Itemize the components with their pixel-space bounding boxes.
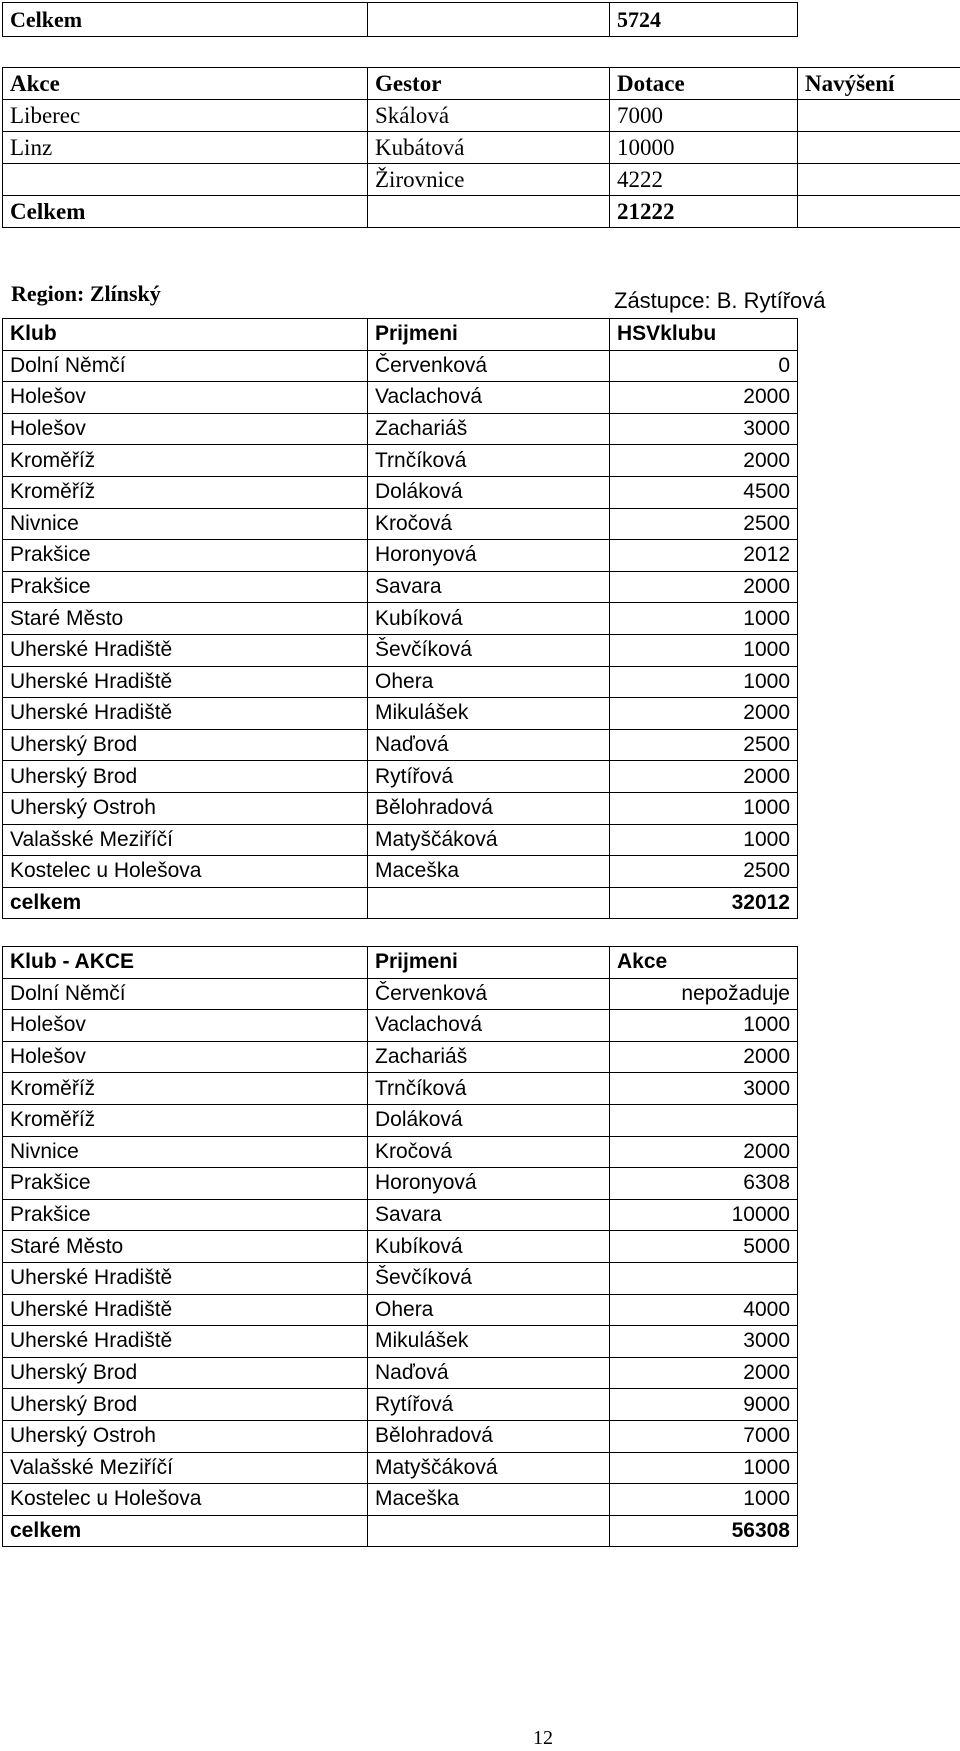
- hsv-cell-klub: Valašské Meziříčí: [3, 824, 368, 856]
- actions-row: [3, 132, 960, 164]
- actions-row: [3, 164, 960, 196]
- akce-cell-klub: Uherský Brod: [3, 1389, 368, 1421]
- hsv-row: [3, 698, 798, 730]
- akce-row: [3, 1294, 798, 1326]
- hsv-cell-prijmeni: Mikulášek: [368, 698, 610, 730]
- actions-cell-dotace: 7000: [610, 100, 798, 132]
- akce-cell-klub: Uherský Ostroh: [3, 1420, 368, 1452]
- akce-cell-klub: Kostelec u Holešova: [3, 1484, 368, 1516]
- hsv-cell-prijmeni: Bělohradová: [368, 792, 610, 824]
- akce-rows: [3, 978, 798, 1515]
- akce-row: [3, 1484, 798, 1516]
- hsv-total-empty: [368, 887, 610, 919]
- akce-cell-prijmeni: Ohera: [368, 1294, 610, 1326]
- akce-cell-klub: Uherské Hradiště: [3, 1294, 368, 1326]
- akce-cell-value: 1000: [610, 1010, 798, 1042]
- hsv-total-row: [3, 887, 798, 919]
- hsv-total-value: 32012: [610, 887, 798, 919]
- akce-cell-value: 2000: [610, 1357, 798, 1389]
- deputy-label: Zástupce: B. Rytířová: [614, 288, 826, 313]
- akce-cell-value: 1000: [610, 1452, 798, 1484]
- akce-cell-value: 4000: [610, 1294, 798, 1326]
- hsv-table: [2, 318, 798, 919]
- hsv-row: [3, 856, 798, 888]
- akce-cell-klub: Holešov: [3, 1010, 368, 1042]
- actions-cell-navyseni: [798, 132, 960, 164]
- akce-row: [3, 1420, 798, 1452]
- akce-header-row: [3, 947, 798, 979]
- akce-table: [2, 946, 798, 1547]
- hsv-cell-value: 2000: [610, 571, 798, 603]
- akce-cell-value: [610, 1262, 798, 1294]
- hsv-cell-klub: Kroměříž: [3, 476, 368, 508]
- hsv-cell-value: 0: [610, 350, 798, 382]
- akce-cell-prijmeni: Červenková: [368, 978, 610, 1010]
- hsv-header-value: HSVklubu: [610, 319, 798, 351]
- hsv-cell-value: 2500: [610, 729, 798, 761]
- akce-row: [3, 1326, 798, 1358]
- akce-cell-prijmeni: Naďová: [368, 1357, 610, 1389]
- akce-cell-prijmeni: Horonyová: [368, 1168, 610, 1200]
- akce-cell-prijmeni: Kročová: [368, 1136, 610, 1168]
- hsv-row: [3, 761, 798, 793]
- hsv-header-prijmeni: Prijmeni: [368, 319, 610, 351]
- hsv-cell-value: 1000: [610, 634, 798, 666]
- akce-cell-value: 1000: [610, 1484, 798, 1516]
- hsv-cell-klub: Uherské Hradiště: [3, 698, 368, 730]
- hsv-cell-prijmeni: Savara: [368, 571, 610, 603]
- akce-total-empty: [368, 1515, 610, 1547]
- hsv-total-label: celkem: [3, 887, 368, 919]
- akce-cell-prijmeni: Savara: [368, 1199, 610, 1231]
- actions-header-row: [3, 68, 960, 100]
- akce-header-prijmeni: Prijmeni: [368, 947, 610, 979]
- hsv-row: [3, 666, 798, 698]
- actions-total-value: 21222: [610, 196, 798, 228]
- hsv-cell-prijmeni: Matyščáková: [368, 824, 610, 856]
- hsv-cell-value: 1000: [610, 792, 798, 824]
- akce-row: [3, 1452, 798, 1484]
- hsv-cell-klub: Kroměříž: [3, 445, 368, 477]
- akce-cell-klub: Nivnice: [3, 1136, 368, 1168]
- hsv-cell-prijmeni: Ševčíková: [368, 634, 610, 666]
- akce-cell-value: nepožaduje: [610, 978, 798, 1010]
- actions-total-empty-2: [798, 196, 960, 228]
- hsv-cell-value: 1000: [610, 824, 798, 856]
- akce-cell-value: [610, 1104, 798, 1136]
- akce-cell-value: 10000: [610, 1199, 798, 1231]
- akce-cell-prijmeni: Bělohradová: [368, 1420, 610, 1452]
- akce-cell-prijmeni: Zachariáš: [368, 1041, 610, 1073]
- hsv-row: [3, 413, 798, 445]
- hsv-cell-prijmeni: Maceška: [368, 856, 610, 888]
- hsv-cell-prijmeni: Vaclachová: [368, 382, 610, 414]
- akce-row: [3, 1389, 798, 1421]
- actions-header-akce: Akce: [3, 68, 368, 100]
- hsv-cell-value: 2012: [610, 540, 798, 572]
- akce-cell-prijmeni: Doláková: [368, 1104, 610, 1136]
- actions-cell-gestor: Žirovnice: [368, 164, 610, 196]
- hsv-cell-prijmeni: Kubíková: [368, 603, 610, 635]
- summary-top-row: [3, 3, 798, 37]
- akce-cell-klub: Uherské Hradiště: [3, 1326, 368, 1358]
- akce-cell-prijmeni: Trnčíková: [368, 1073, 610, 1105]
- summary-top-empty: [368, 3, 610, 37]
- hsv-row: [3, 445, 798, 477]
- hsv-cell-prijmeni: Červenková: [368, 350, 610, 382]
- akce-cell-value: 3000: [610, 1073, 798, 1105]
- akce-header-klub: Klub - AKCE: [3, 947, 368, 979]
- akce-cell-klub: Kroměříž: [3, 1104, 368, 1136]
- hsv-cell-klub: Uherské Hradiště: [3, 634, 368, 666]
- akce-row: [3, 1231, 798, 1263]
- page-number: 12: [533, 1727, 553, 1749]
- hsv-cell-prijmeni: Trnčíková: [368, 445, 610, 477]
- hsv-cell-value: 1000: [610, 666, 798, 698]
- akce-cell-value: 2000: [610, 1136, 798, 1168]
- hsv-row: [3, 571, 798, 603]
- hsv-cell-klub: Uherský Brod: [3, 761, 368, 793]
- akce-cell-klub: Valašské Meziříčí: [3, 1452, 368, 1484]
- akce-cell-prijmeni: Kubíková: [368, 1231, 610, 1263]
- hsv-cell-prijmeni: Rytířová: [368, 761, 610, 793]
- hsv-cell-value: 3000: [610, 413, 798, 445]
- hsv-cell-value: 2000: [610, 445, 798, 477]
- hsv-row: [3, 792, 798, 824]
- akce-row: [3, 978, 798, 1010]
- akce-row: [3, 1073, 798, 1105]
- akce-cell-klub: Prakšice: [3, 1168, 368, 1200]
- actions-header-navyseni: Navýšení: [798, 68, 960, 100]
- hsv-cell-value: 2000: [610, 698, 798, 730]
- akce-cell-klub: Holešov: [3, 1041, 368, 1073]
- akce-row: [3, 1199, 798, 1231]
- hsv-cell-value: 1000: [610, 603, 798, 635]
- hsv-cell-klub: Holešov: [3, 413, 368, 445]
- akce-row: [3, 1104, 798, 1136]
- akce-cell-klub: Uherské Hradiště: [3, 1262, 368, 1294]
- akce-row: [3, 1357, 798, 1389]
- akce-cell-value: 3000: [610, 1326, 798, 1358]
- akce-cell-prijmeni: Mikulášek: [368, 1326, 610, 1358]
- akce-cell-value: 2000: [610, 1041, 798, 1073]
- actions-cell-akce: Linz: [3, 132, 368, 164]
- hsv-row: [3, 540, 798, 572]
- actions-cell-navyseni: [798, 100, 960, 132]
- akce-cell-klub: Uherský Brod: [3, 1357, 368, 1389]
- hsv-row: [3, 729, 798, 761]
- akce-cell-value: 9000: [610, 1389, 798, 1421]
- akce-total-value: 56308: [610, 1515, 798, 1547]
- hsv-cell-value: 4500: [610, 476, 798, 508]
- hsv-cell-value: 2000: [610, 761, 798, 793]
- hsv-cell-klub: Uherský Ostroh: [3, 792, 368, 824]
- hsv-cell-value: 2500: [610, 508, 798, 540]
- akce-cell-prijmeni: Maceška: [368, 1484, 610, 1516]
- hsv-cell-prijmeni: Doláková: [368, 476, 610, 508]
- hsv-cell-prijmeni: Kročová: [368, 508, 610, 540]
- actions-header-gestor: Gestor: [368, 68, 610, 100]
- hsv-cell-klub: Nivnice: [3, 508, 368, 540]
- actions-rows: [3, 100, 960, 196]
- hsv-row: [3, 382, 798, 414]
- akce-cell-value: 7000: [610, 1420, 798, 1452]
- hsv-cell-value: 2500: [610, 856, 798, 888]
- hsv-cell-klub: Prakšice: [3, 540, 368, 572]
- hsv-cell-klub: Uherské Hradiště: [3, 666, 368, 698]
- akce-row: [3, 1010, 798, 1042]
- actions-cell-akce: [3, 164, 368, 196]
- actions-total-empty: [368, 196, 610, 228]
- akce-cell-value: 6308: [610, 1168, 798, 1200]
- akce-cell-klub: Kroměříž: [3, 1073, 368, 1105]
- actions-table: [2, 67, 960, 228]
- akce-cell-prijmeni: Matyščáková: [368, 1452, 610, 1484]
- hsv-row: [3, 634, 798, 666]
- hsv-cell-prijmeni: Horonyová: [368, 540, 610, 572]
- hsv-cell-prijmeni: Zachariáš: [368, 413, 610, 445]
- actions-total-row: [3, 196, 960, 228]
- akce-header-value: Akce: [610, 947, 798, 979]
- akce-row: [3, 1041, 798, 1073]
- region-label: Region: Zlínský: [11, 281, 161, 306]
- hsv-header-row: [3, 319, 798, 351]
- hsv-cell-klub: Kostelec u Holešova: [3, 856, 368, 888]
- hsv-row: [3, 824, 798, 856]
- akce-row: [3, 1136, 798, 1168]
- actions-header-dotace: Dotace: [610, 68, 798, 100]
- hsv-cell-klub: Staré Město: [3, 603, 368, 635]
- hsv-row: [3, 350, 798, 382]
- summary-top-table: [2, 2, 798, 37]
- hsv-row: [3, 476, 798, 508]
- hsv-rows: [3, 350, 798, 887]
- akce-row: [3, 1262, 798, 1294]
- hsv-row: [3, 508, 798, 540]
- actions-cell-dotace: 10000: [610, 132, 798, 164]
- hsv-cell-value: 2000: [610, 382, 798, 414]
- akce-cell-prijmeni: Vaclachová: [368, 1010, 610, 1042]
- actions-row: [3, 100, 960, 132]
- akce-cell-prijmeni: Ševčíková: [368, 1262, 610, 1294]
- akce-cell-klub: Dolní Němčí: [3, 978, 368, 1010]
- akce-total-row: [3, 1515, 798, 1547]
- hsv-cell-prijmeni: Naďová: [368, 729, 610, 761]
- actions-cell-dotace: 4222: [610, 164, 798, 196]
- akce-row: [3, 1168, 798, 1200]
- akce-cell-klub: Prakšice: [3, 1199, 368, 1231]
- hsv-row: [3, 603, 798, 635]
- actions-cell-gestor: Kubátová: [368, 132, 610, 164]
- akce-cell-prijmeni: Rytířová: [368, 1389, 610, 1421]
- hsv-cell-klub: Uherský Brod: [3, 729, 368, 761]
- hsv-header-klub: Klub: [3, 319, 368, 351]
- actions-cell-akce: Liberec: [3, 100, 368, 132]
- akce-cell-klub: Staré Město: [3, 1231, 368, 1263]
- actions-total-label: Celkem: [3, 196, 368, 228]
- akce-cell-value: 5000: [610, 1231, 798, 1263]
- hsv-cell-klub: Dolní Němčí: [3, 350, 368, 382]
- hsv-cell-klub: Prakšice: [3, 571, 368, 603]
- summary-top-label: Celkem: [3, 3, 368, 37]
- actions-cell-navyseni: [798, 164, 960, 196]
- hsv-cell-prijmeni: Ohera: [368, 666, 610, 698]
- summary-top-value: 5724: [610, 3, 798, 37]
- hsv-cell-klub: Holešov: [3, 382, 368, 414]
- akce-total-label: celkem: [3, 1515, 368, 1547]
- actions-cell-gestor: Skálová: [368, 100, 610, 132]
